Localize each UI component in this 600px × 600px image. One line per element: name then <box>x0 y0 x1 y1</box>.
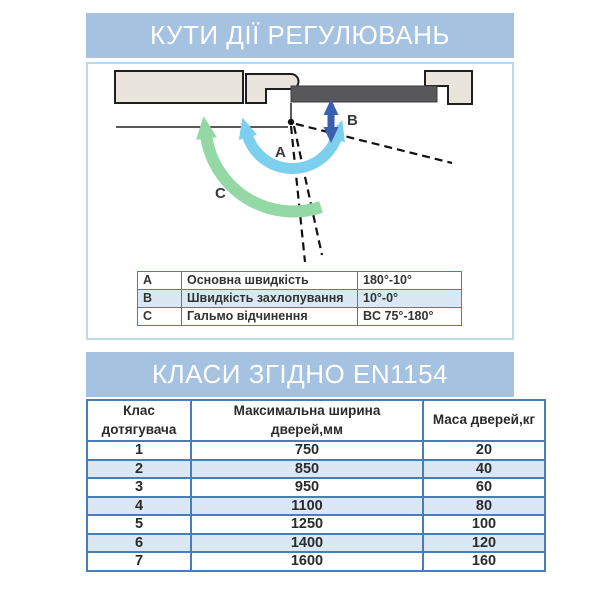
section2-header-bar <box>86 352 514 397</box>
cell-mass: 60 <box>423 478 545 497</box>
cell-class: 7 <box>87 552 191 571</box>
section1-header-bar <box>86 13 514 58</box>
col-header-mass: Маса дверей,кг <box>423 400 545 441</box>
table-row <box>87 497 545 516</box>
cell-class: 2 <box>87 460 191 479</box>
cell-width: 1600 <box>191 552 423 571</box>
table-row <box>87 515 545 534</box>
legend-range: BC 75°-180° <box>358 308 462 326</box>
legend-row-a <box>138 272 462 290</box>
dashed-line-down-2 <box>294 126 322 255</box>
label-a: A <box>275 144 286 161</box>
label-b: B <box>347 112 358 129</box>
label-c: C <box>215 185 226 202</box>
legend-desc: Швидкість захлопування <box>182 290 358 308</box>
legend-row-c <box>138 308 462 326</box>
adjustments-legend-table <box>137 271 462 326</box>
table-row <box>87 441 545 460</box>
door-leaf <box>291 86 437 102</box>
legend-key: B <box>138 290 182 308</box>
legend-key: A <box>138 272 182 290</box>
cell-class: 6 <box>87 534 191 553</box>
classes-header-row <box>87 400 545 441</box>
table-row <box>87 552 545 571</box>
cell-width: 750 <box>191 441 423 460</box>
cell-width: 850 <box>191 460 423 479</box>
cell-class: 5 <box>87 515 191 534</box>
cell-width: 950 <box>191 478 423 497</box>
section1-title: КУТИ ДІЇ РЕГУЛЮВАНЬ <box>150 20 450 50</box>
cell-width: 1250 <box>191 515 423 534</box>
cell-mass: 80 <box>423 497 545 516</box>
legend-range: 180°-10° <box>358 272 462 290</box>
cell-mass: 40 <box>423 460 545 479</box>
cell-width: 1400 <box>191 534 423 553</box>
col-header-class: Клас дотягувача <box>87 400 191 441</box>
legend-desc: Основна швидкість <box>182 272 358 290</box>
wall-left-block <box>115 71 243 103</box>
cell-mass: 120 <box>423 534 545 553</box>
legend-desc: Гальмо відчинення <box>182 308 358 326</box>
legend-key: C <box>138 308 182 326</box>
table-row <box>87 460 545 479</box>
cell-mass: 20 <box>423 441 545 460</box>
legend-range: 10°-0° <box>358 290 462 308</box>
cell-mass: 100 <box>423 515 545 534</box>
table-row <box>87 478 545 497</box>
cell-class: 3 <box>87 478 191 497</box>
pivot-point <box>288 119 294 125</box>
cell-class: 1 <box>87 441 191 460</box>
cell-mass: 160 <box>423 552 545 571</box>
table-row <box>87 534 545 553</box>
section2-title: КЛАСИ ЗГІДНО EN1154 <box>151 359 449 389</box>
cell-class: 4 <box>87 497 191 516</box>
col-header-width: Максимальна ширина дверей,мм <box>191 400 423 441</box>
legend-row-b <box>138 290 462 308</box>
cell-width: 1100 <box>191 497 423 516</box>
en1154-classes-table <box>86 399 546 572</box>
